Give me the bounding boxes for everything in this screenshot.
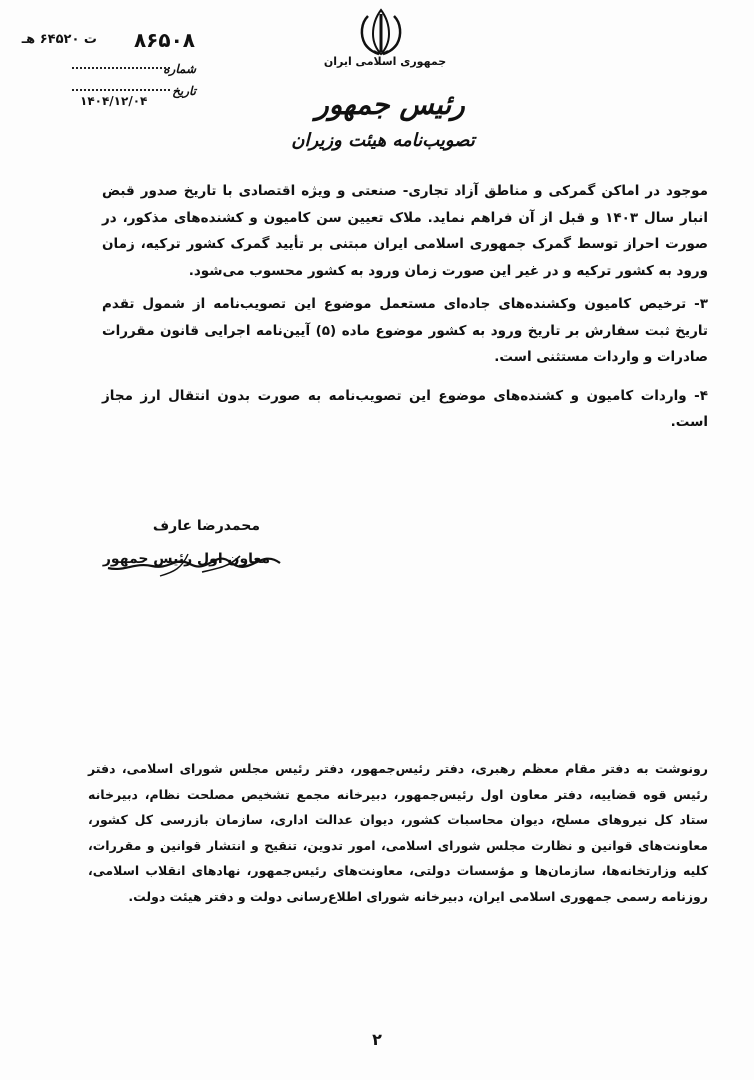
paragraph-continuation: موجود در اماکن گمرکی و مناطق آزاد تجاری- صنعتی و ویژه اقتصادی با تاریخ صدور قبض انبار سال ۱۴۰۳ و قبل از آن فراهم نماید. ملاک تعیین سن کامیون و کشنده‌های مذکور، در صورت احراز توسط گمرک جمهوری اسلامی ایران مبتنی بر تأیید گمرک کشور ترکیه، زمان ورود به کشور ترکیه و در غیر این صورت زمان ورود به کشور محسوب می‌شود.: [102, 183, 708, 279]
body-text: [102, 178, 708, 448]
header-country-name: جمهوری اسلامی ایران: [323, 55, 447, 68]
signature-stroke-icon: [90, 538, 290, 588]
paragraph-clause-3: ۳- ترخیص کامیون وکشنده‌های جاده‌ای مستعمل موضوع این تصویب‌نامه از شمول تقدم تاریخ ثبت سفارش بر تاریخ ورود به کشور موضوع ماده (۵) آیین‌نامه اجرایی قانون مقررات صادرات و واردات مستثنی است.: [102, 296, 708, 365]
paragraph-clause-4: ۴- واردات کامیون و کشنده‌های موضوع این تصویب‌نامه به صورت بدون انتقال ارز مجاز است.: [102, 387, 708, 430]
signer-name: محمدرضا عارف: [152, 518, 260, 534]
emblem-icon: [355, 6, 407, 58]
copy-distribution: رونوشت به دفتر مقام معظم رهبری، دفتر رئیس‌جمهور، دفتر رئیس مجلس شورای اسلامی، دفتر رئیس قوه قضاییه، دفتر معاون اول رئیس‌جمهور، دبیرخانه مجمع تشخیص مصلحت نظام، دبیرخانه ستاد کل نیروهای مسلح، دیوان محاسبات کشور، دیوان عدالت اداری، سازمان بازرسی کل کشور، معاونت‌های قوانین و نظارت مجلس شورای اسلامی، امور تدوین، تنقیح و انتشار قوانین و مقررات، کلیه وزارتخانه‌ها، سازمان‌ها و مؤسسات دولتی، معاونت‌های رئیس‌جمهور، نهادهای انقلاب اسلامی، روزنامه رسمی جمهوری اسلامی ایران، دبیرخانه شورای اطلاع‌رسانی دولت و دفتر هیئت دولت.: [88, 761, 708, 904]
number-dotted-line: [72, 67, 170, 69]
letter-number: ۸۶۵۰۸: [133, 28, 195, 52]
signer-title: معاون اول رئیس جمهور: [102, 551, 270, 567]
number-field: [72, 62, 196, 78]
reference-block: [15, 28, 195, 54]
page-number: ۲: [372, 1030, 382, 1049]
date-label: تاریخ: [172, 84, 196, 98]
date-value: ۱۴۰۴/۱۲/۰۴: [80, 94, 148, 108]
header-office-title: رئیس جمهور: [315, 88, 465, 121]
number-label: شماره: [163, 62, 196, 76]
date-field: [72, 84, 196, 108]
reference-code: ت ۶۴۵۲۰ هـ: [21, 32, 97, 47]
header-document-type: تصویب‌نامه هیئت وزیران: [291, 130, 475, 151]
date-dotted-line: [72, 89, 170, 91]
